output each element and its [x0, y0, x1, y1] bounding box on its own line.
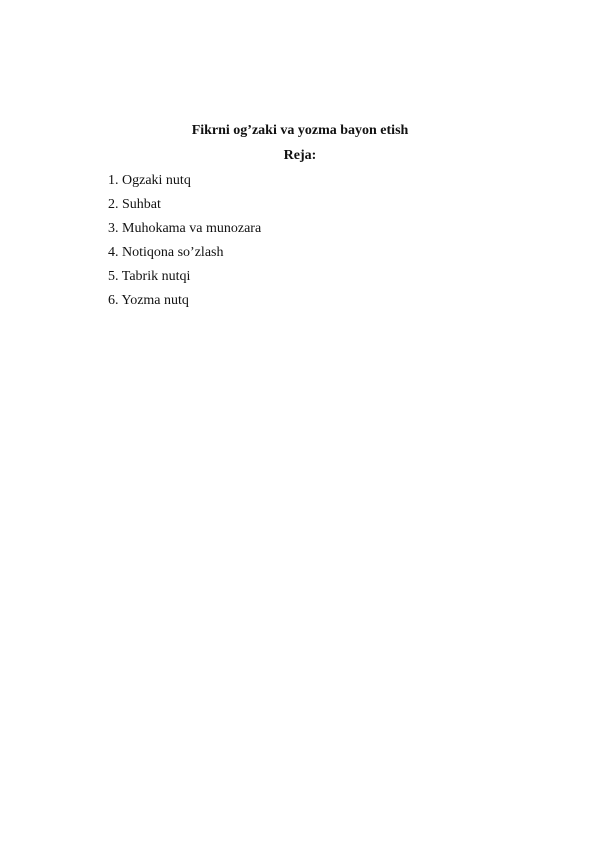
document-title: Fikrni og’zaki va yozma bayon etish: [191, 123, 409, 138]
plan-item: 1. Ogzaki nutq: [108, 173, 191, 188]
plan-item: 4. Notiqona so’zlash: [108, 245, 224, 260]
plan-heading: Reja:: [283, 148, 317, 163]
plan-item: 3. Muhokama va munozara: [108, 221, 262, 236]
plan-item: 5. Tabrik nutqi: [108, 269, 191, 284]
plan-item: 2. Suhbat: [108, 197, 161, 212]
plan-item: 6. Yozma nutq: [108, 293, 189, 308]
plan-list: [108, 172, 261, 316]
